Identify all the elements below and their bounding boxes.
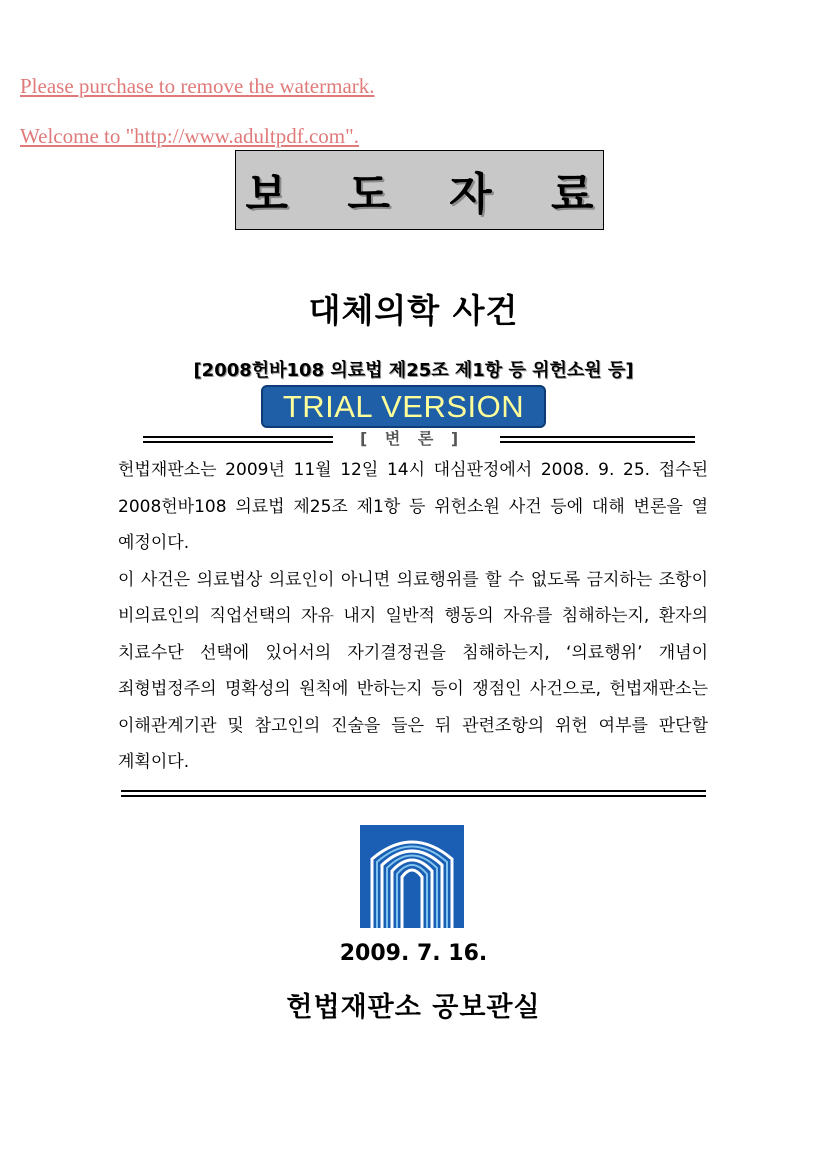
- double-rule-left: [143, 436, 333, 443]
- closing-double-rule: [121, 790, 706, 797]
- trial-version-text: TRIAL VERSION: [282, 388, 525, 424]
- press-release-header: [235, 150, 616, 230]
- case-reference: [2008헌바108 의료법 제25조 제1항 등 위헌소원 등]: [193, 360, 634, 381]
- watermark-purchase-link[interactable]: Please purchase to remove the watermark.: [20, 74, 375, 98]
- section-separator: [0, 426, 827, 446]
- document-body: [118, 452, 708, 781]
- release-date: 2009. 7. 16.: [339, 941, 488, 966]
- issuing-office: 헌법재판소 공보관실: [286, 992, 541, 1023]
- watermark-website-link[interactable]: Welcome to "http://www.adultpdf.com".: [20, 124, 359, 148]
- double-rule-right: [500, 436, 695, 443]
- body-paragraph: 헌법재판소는 2009년 11월 12일 14시 대심판정에서 2008. 9. 25. 접수된 2008헌바108 의료법 제25조 제1항 등 위헌소원 사건 등에 대해 변론을 열 예정이다.: [118, 460, 708, 553]
- document-title: 대체의학 사건: [308, 291, 519, 330]
- trial-version-banner: [261, 385, 546, 428]
- section-label: [ 변 론 ]: [360, 429, 465, 448]
- press-release-label: 보 도 자 료: [245, 169, 616, 220]
- constitutional-court-emblem-icon: [360, 825, 464, 928]
- body-paragraph: 이 사건은 의료법상 의료인이 아니면 의료행위를 할 수 없도록 금지하는 조항이 비의료인의 직업선택의 자유 내지 일반적 행동의 자유를 침해하는지, 환자의 치료수단 선택에 있어서의 자기결정권을 침해하는지, ‘의료행위’ 개념이 죄형법정주의 명확성의 원칙에 반하는지 등이 쟁점인 사건으로, 헌법재판소는 이해관계기관 및 참고인의 진술을 들은 뒤 관련조항의 위헌 여부를 판단할 계획이다.: [118, 569, 708, 772]
